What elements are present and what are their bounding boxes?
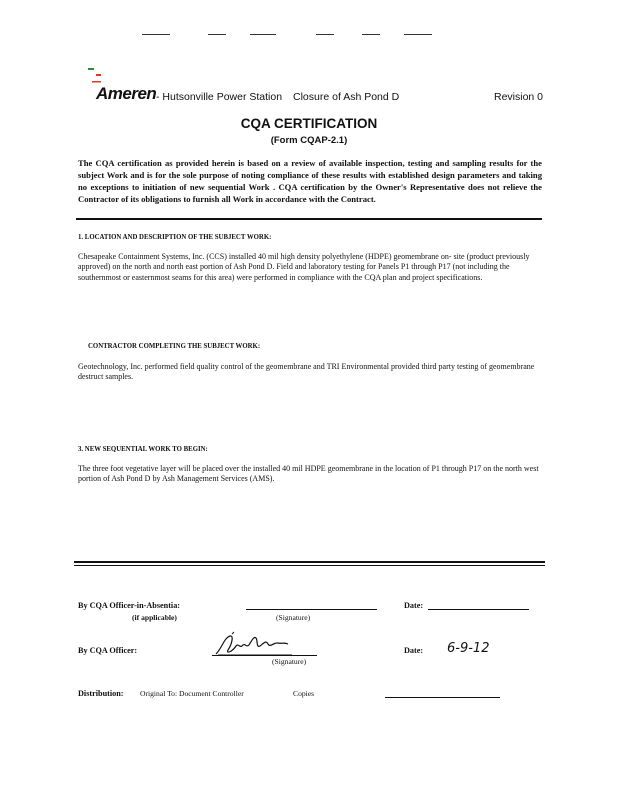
absentia-label: By CQA Officer-in-Absentia:: [78, 601, 181, 610]
section-text-next-work: The three foot vegetative layer will be placed over the installed 40 mil HDPE geomembrane in the location of P1 through P17 on the north west portion of Ash Pond D by Ash Management Services (AMS).: [78, 464, 539, 484]
signature-line-absentia[interactable]: [246, 609, 377, 610]
if-applicable-label: (if applicable): [132, 613, 177, 622]
section-heading-contractor: CONTRACTOR COMPLETING THE SUBJECT WORK:: [88, 343, 261, 350]
signature-caption-absentia: (Signature): [276, 613, 311, 622]
intro-paragraph: The CQA certification as provided herein is based on a review of available inspection, testing and sampling results for the subject Work and is for the sole purpose of noting compliance of these results with established design parameters and taking no exceptions to initiation of new sequential Work . CQA certification by the Owner's Representative does not relieve the Contractor of its obligations to furnish all Work in accordance with the Contract.: [78, 158, 542, 204]
divider: [76, 218, 542, 220]
divider-top: [74, 561, 545, 563]
section-text-contractor: Geotechnology, Inc. performed field quality control of the geomembrane and TRI Environmental provided third party testing of geomembrane destruct samples.: [78, 362, 535, 382]
section-text-location: Chesapeake Containment Systems, Inc. (CCS) installed 40 mil high density polyethylene (HDPE) geomembrane on- site (product previously approved) on the north and north east portion of Ash Pond D. Field and laboratory testing for Panels P1 through P17 (not including the southernmost or easternmost seams for this area) were performed in compliance with the CQA plan and project specifications.: [78, 252, 530, 282]
distribution-original: Original To: Document Controller: [140, 689, 244, 698]
officer-label: By CQA Officer:: [78, 646, 138, 655]
copies-line[interactable]: [385, 697, 500, 698]
form-id: (Form CQAP-2.1): [270, 135, 348, 146]
distribution-copies: Copies: [293, 689, 315, 698]
date-label-absentia: Date:: [404, 601, 424, 610]
brand-name: Ameren: [96, 84, 157, 103]
scan-mark: [142, 34, 170, 35]
section-heading-location: 1. LOCATION AND DESCRIPTION OF THE SUBJECT WORK:: [78, 234, 272, 241]
signature-caption-officer: (Signature): [272, 657, 307, 666]
scan-mark: [316, 34, 334, 35]
page-title: CQA CERTIFICATION: [240, 116, 378, 131]
section-heading-next-work: 3. NEW SEQUENTIAL WORK TO BEGIN:: [78, 446, 208, 453]
signature-line-officer[interactable]: [212, 655, 317, 656]
scan-mark: [250, 34, 276, 35]
station-name: - Hutsonville Power Station: [156, 91, 283, 103]
divider-bottom: [74, 565, 545, 566]
date-line-absentia[interactable]: [428, 609, 529, 610]
scan-mark: [362, 34, 380, 35]
date-value-officer: 6-9-12: [447, 641, 490, 656]
revision-label: Revision 0: [494, 91, 544, 103]
date-label-officer: Date:: [404, 646, 424, 655]
scan-mark: [208, 34, 226, 35]
distribution-label: Distribution:: [78, 689, 124, 698]
scan-mark: [404, 34, 432, 35]
project-name: Closure of Ash Pond D: [293, 91, 400, 103]
